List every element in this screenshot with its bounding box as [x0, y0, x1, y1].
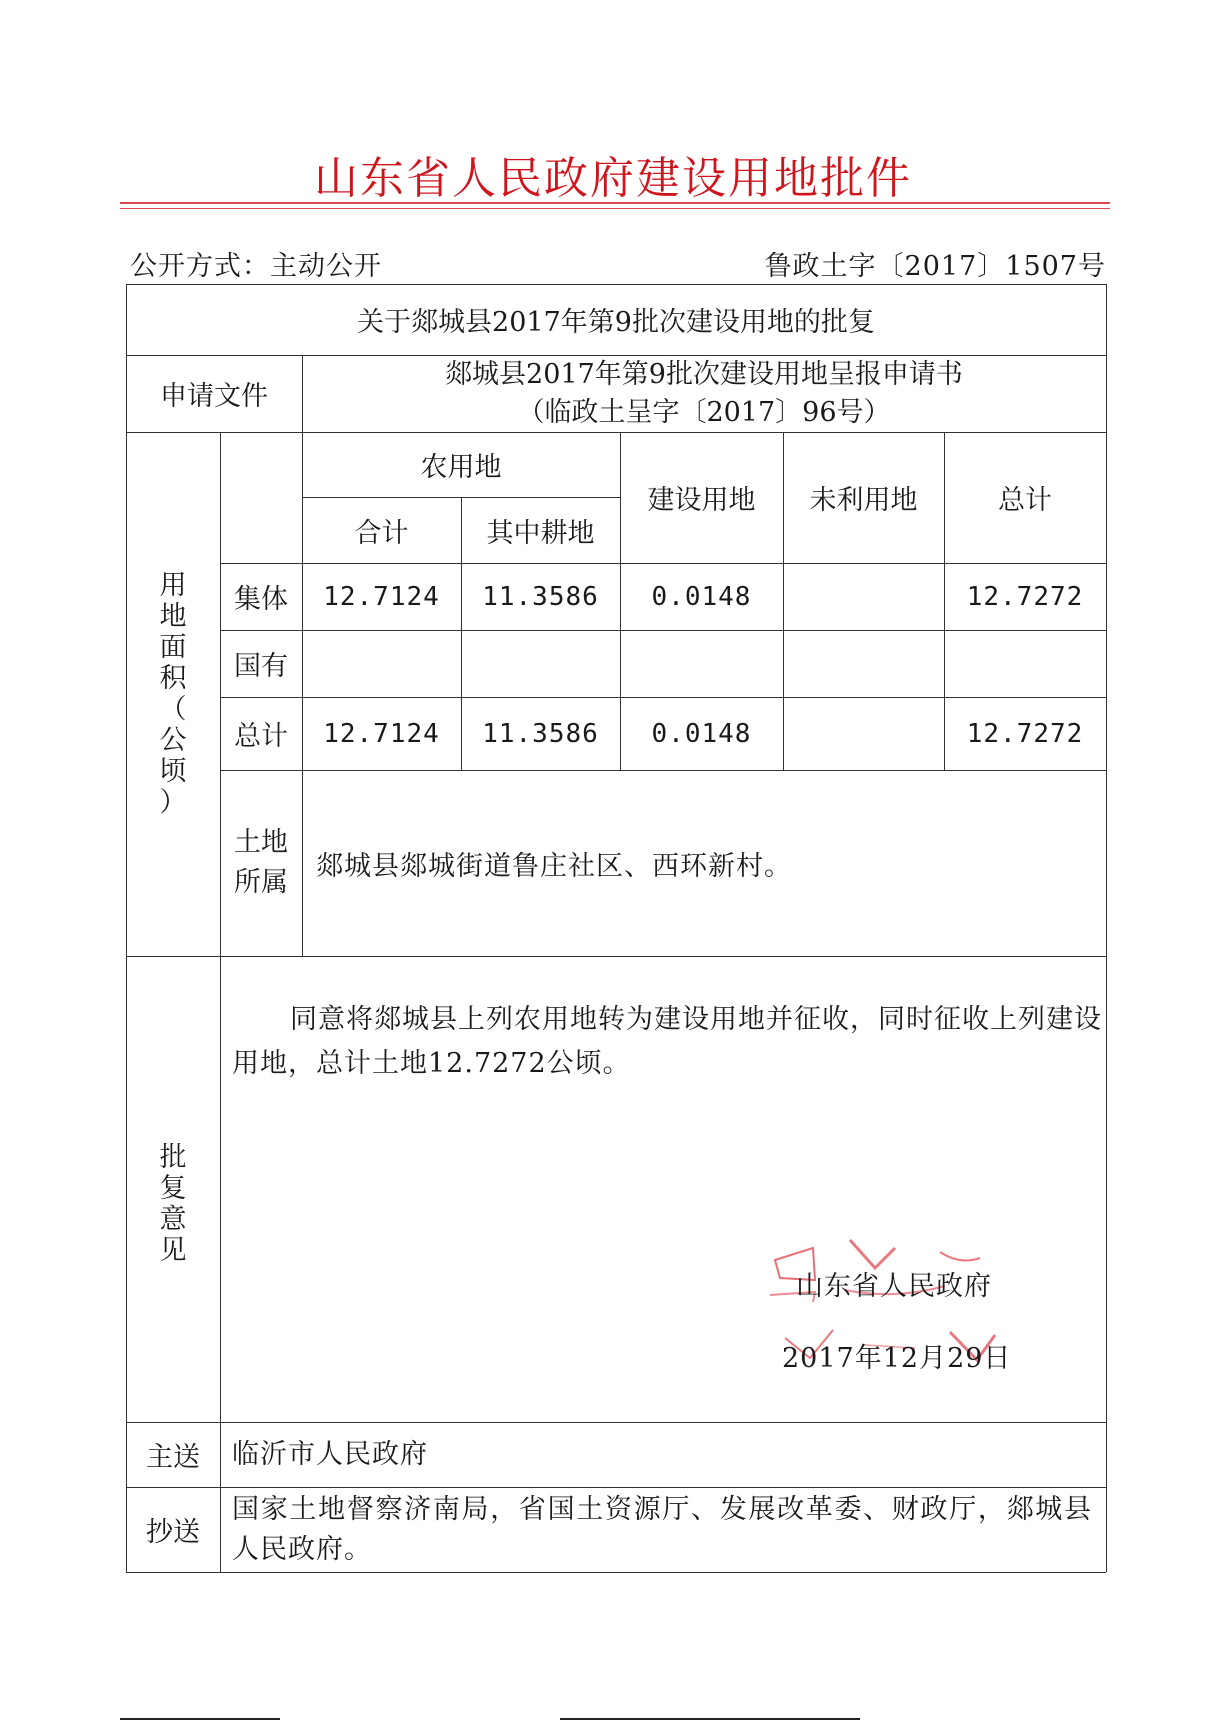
col-agri-arable: 其中耕地: [486, 517, 595, 549]
collective-arable: 11.3586: [482, 581, 599, 612]
collective-unused: [783, 563, 944, 630]
area-label-chars: [160, 570, 187, 818]
vertical-label-char: 面: [159, 631, 187, 663]
state-total: [944, 630, 1106, 697]
state-unused: [783, 630, 944, 697]
row-state-label: 国有: [234, 651, 288, 682]
cc-label: 抄送: [146, 1517, 200, 1548]
table-line: [126, 1422, 1106, 1423]
total-agri-total: 12.7124: [323, 718, 440, 749]
vertical-label-char: （: [159, 694, 187, 725]
application-document: [302, 355, 1106, 432]
collective-construction: 0.0148: [651, 581, 752, 612]
document-number: 鲁政土字〔2017〕1507号: [764, 251, 1106, 282]
footer-rule-left: [120, 1718, 280, 1720]
opinion-text: 同意将郯城县上列农用地转为建设用地并征收，同时征收上列建设用地，总计土地12.7272公顷。: [232, 1004, 1102, 1079]
total-unused: [783, 697, 944, 770]
opinion-label: [126, 956, 220, 1422]
vertical-label-char: 见: [159, 1235, 187, 1267]
vertical-label-char: 顷: [159, 756, 187, 788]
area-label: [126, 432, 220, 956]
total-total: 12.7272: [966, 718, 1084, 749]
application-label: 申请文件: [160, 381, 268, 412]
total-construction: 0.0148: [651, 718, 752, 749]
opinion-label-chars: [160, 1142, 187, 1266]
ownership-value: 郯城县郯城街道鲁庄社区、西环新村。: [316, 850, 792, 882]
approval-date: 2017年12月29日: [782, 1343, 1012, 1374]
document-title: 山东省人民政府建设用地批件: [314, 153, 912, 204]
footer-rule-right: [560, 1718, 860, 1720]
application-line-2: （临政土呈字〔2017〕96号）: [517, 396, 891, 428]
vertical-label-char: 公: [159, 725, 187, 757]
table-line: [126, 956, 1106, 957]
collective-agri-total: 12.7124: [323, 581, 440, 612]
disclosure-method: 公开方式：主动公开: [130, 251, 382, 282]
main-send-value: 临沂市人民政府: [232, 1439, 428, 1470]
state-construction: [620, 630, 783, 697]
table-border-right: [1106, 284, 1107, 1572]
vertical-label-char: 批: [159, 1141, 187, 1173]
vertical-label-char: 意: [159, 1204, 187, 1235]
col-agri: 农用地: [420, 452, 502, 483]
vertical-label-char: 用: [159, 569, 187, 601]
state-arable: [461, 630, 620, 697]
application-line-1: 郯城县2017年第9批次建设用地呈报申请书: [445, 358, 963, 390]
vertical-label-char: ）: [159, 787, 187, 819]
ownership-label: [220, 770, 302, 956]
row-collective-label: 集体: [234, 584, 288, 615]
table-line: [126, 1487, 1106, 1488]
col-construction: 建设用地: [647, 485, 756, 516]
vertical-label-char: 复: [159, 1172, 187, 1204]
vertical-label-char: 地: [159, 600, 187, 632]
ownership-label-line-2: 所属: [234, 867, 288, 898]
col-unused: 未利用地: [809, 485, 918, 516]
ownership-label-line-1: 土地: [234, 827, 288, 858]
collective-total: 12.7272: [966, 581, 1084, 612]
col-agri-total: 合计: [354, 517, 409, 549]
table-heading: 关于郯城县2017年第9批次建设用地的批复: [357, 307, 875, 338]
cc-value: 国家土地督察济南局，省国土资源厅、发展改革委、财政厅，郯城县人民政府。: [232, 1494, 1092, 1565]
state-agri-total: [302, 630, 461, 697]
signer: 山东省人民政府: [796, 1271, 992, 1302]
main-send-label: 主送: [146, 1442, 200, 1473]
col-total: 总计: [998, 485, 1052, 516]
row-total-label: 总计: [234, 721, 288, 752]
table-border-bottom: [126, 1572, 1106, 1573]
vertical-label-char: 积: [159, 662, 187, 694]
total-arable: 11.3586: [482, 718, 599, 749]
